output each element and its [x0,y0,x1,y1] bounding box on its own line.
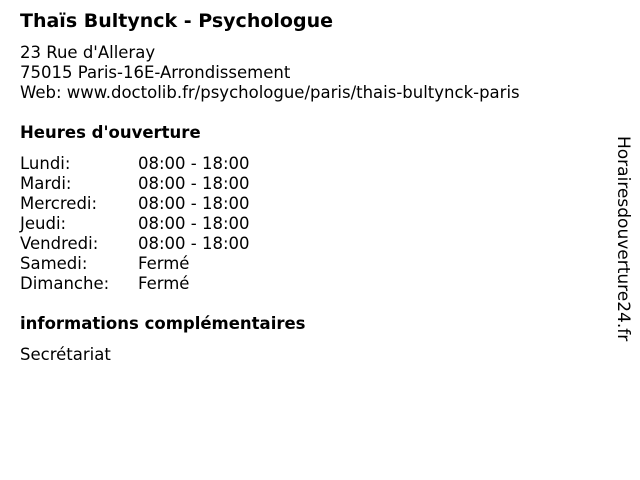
day-label: Mardi: [20,174,72,193]
time-value: 08:00 - 18:00 [138,234,250,253]
day-label: Dimanche: [20,274,110,293]
time-value: 08:00 - 18:00 [138,154,250,173]
day-label: Samedi: [20,254,88,273]
page-title: Thaïs Bultynck - Psychologue [20,10,333,32]
time-value: 08:00 - 18:00 [138,214,250,233]
day-label: Vendredi: [20,234,99,253]
time-value: Fermé [138,254,190,273]
day-label: Mercredi: [20,194,98,213]
info-heading: informations complémentaires [20,314,306,333]
site-watermark: Horairesdouverture24.fr [613,136,633,342]
address-block [20,43,520,103]
time-value: 08:00 - 18:00 [138,194,250,213]
address-city: 75015 Paris-16E-Arrondissement [20,63,291,82]
address-web: Web: www.doctolib.fr/psychologue/paris/thais-bultynck-paris [20,83,520,102]
day-label: Lundi: [20,154,71,173]
info-text: Secrétariat [20,345,111,364]
day-label: Jeudi: [20,214,67,233]
hours-heading: Heures d'ouverture [20,123,201,142]
time-value: Fermé [138,274,190,293]
address-street: 23 Rue d'Alleray [20,43,156,62]
time-value: 08:00 - 18:00 [138,174,250,193]
